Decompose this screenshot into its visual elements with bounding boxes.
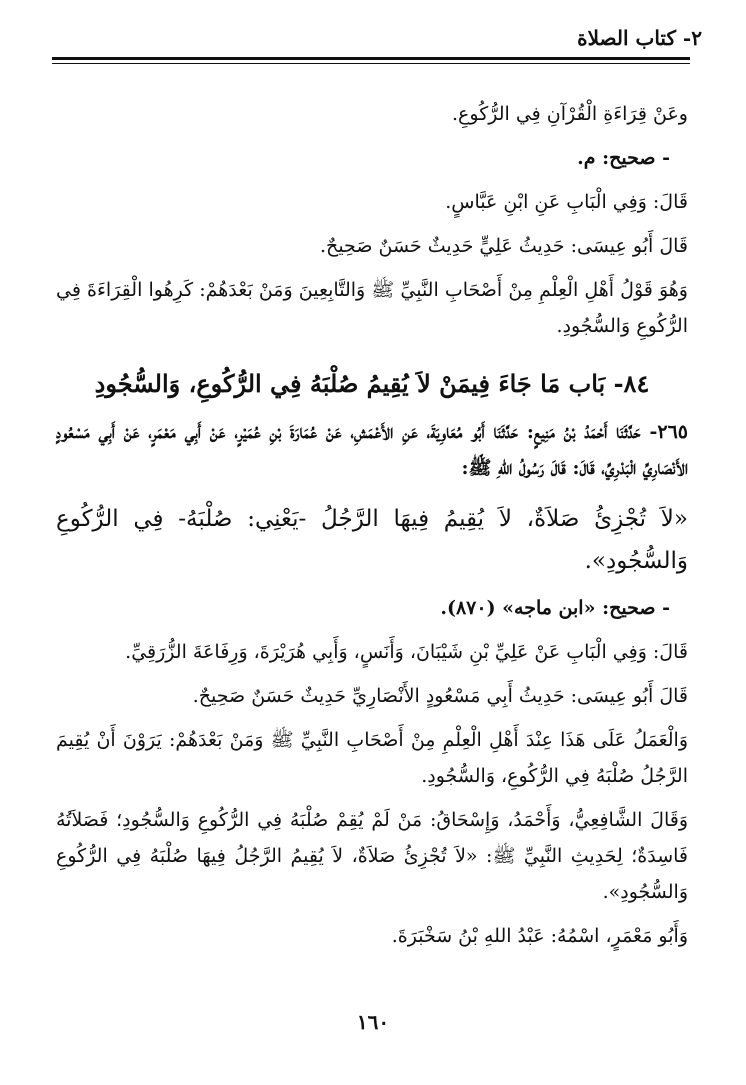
paragraph-chapter-reference: قَالَ: وَفِي الْبَابِ عَنِ ابْنِ عَبَّاسٍ.	[445, 191, 688, 213]
paragraph-reading-in-ruku: وعَنْ قِرَاءَةِ الْقُرْآنِ فِي الرُّكُوعِ.	[452, 103, 688, 125]
hadith-matn: «لاَ تُجْزِئُ صَلاَةٌ، لاَ يُقِيمُ فِيهَا الرَّجُلُ -يَعْنِي: صُلْبَهُ- فِي الرُّكُوعِ وَالسُّجُودِ».	[56, 506, 688, 574]
grading-note-ibn-majah: - صحيح: «ابن ماجه» (٨٧٠).	[440, 597, 670, 619]
running-header-title: ٢- كتاب الصلاة	[577, 26, 702, 50]
header-rule	[52, 57, 690, 60]
header-rule-thin	[52, 63, 690, 64]
page-number: ١٦٠	[356, 1010, 390, 1034]
paragraph-scholars-practice: وَالْعَمَلُ عَلَى هَذَا عِنْدَ أَهْلِ الْعِلْمِ مِنْ أَصْحَابِ النَّبِيِّ ﷺ وَمَنْ بَعْدَهُمْ: يَرَوْنَ أَنْ يُقِيمَ الرَّجُلُ صُلْبَهُ فِي الرُّكُوعِ، وَالسُّجُودِ.	[56, 729, 688, 787]
paragraph-chapter-reference-2: قَالَ: وَفِي الْبَابِ عَنْ عَلِيِّ بْنِ شَيْبَانَ، وَأَنَسٍ، وَأَبِي هُرَيْرَةَ، وَرِفَاعَةَ الزُّرَقِيِّ.	[125, 641, 688, 663]
chapter-heading: ٨٤- بَاب مَا جَاءَ فِيمَنْ لاَ يُقِيمُ صُلْبَهُ فِي الرُّكُوعِ، وَالسُّجُودِ	[94, 369, 650, 398]
paragraph-narrator-name: وَأَبُو مَعْمَرٍ، اسْمُهُ: عَبْدُ اللهِ بْنُ سَخْبَرَةَ.	[391, 925, 688, 947]
paragraph-jurists-opinion: وَقَالَ الشَّافِعِيُّ، وَأَحْمَدُ، وَإِسْحَاقُ: مَنْ لَمْ يُقِمْ صُلْبَهُ فِي الرُّكُوعِ وَالسُّجُودِ؛ فَصَلاَتُهُ فَاسِدَةٌ؛ لِحَدِيثِ النَّبِيِّ ﷺ: «لاَ تُجْزِئُ صَلاَةٌ، لاَ يُقِيمُ الرَّجُلُ فِيهَا صُلْبَهُ فِي الرُّكُوعِ وَالسُّجُودِ».	[56, 809, 688, 903]
paragraph-abu-isa-ruling-2: قَالَ أَبُو عِيسَى: حَدِيثُ أَبِي مَسْعُودٍ الأَنْصَارِيِّ حَدِيثٌ حَسَنٌ صَحِيحٌ.	[192, 685, 688, 707]
page-body	[56, 96, 688, 962]
paragraph-abu-isa-ruling: قَالَ أَبُو عِيسَى: حَدِيثُ عَلِيٍّ حَدِيثٌ حَسَنٌ صَحِيحٌ.	[320, 235, 688, 257]
grading-note: - صحيح: م.	[577, 147, 670, 169]
hadith-isnad: ٢٦٥- حَدَّثَنَا أَحْمَدُ بْنُ مَنِيعٍ: حَدَّثَنَا أَبُو مُعَاوِيَةَ، عَنِ الأَعْمَشِ، عَنْ عُمَارَةَ بْنِ عُمَيْرٍ، عَنْ أَبِي مَعْمَرٍ، عَنْ أَبِي مَسْعُودٍ الأَنْصَارِيِّ الْبَدْرِيِّ، قَالَ: قَالَ رَسُولُ اللهِ ﷺ:	[56, 421, 688, 479]
paragraph-scholars-opinion: وَهُوَ قَوْلُ أَهْلِ الْعِلْمِ مِنْ أَصْحَابِ النَّبِيِّ ﷺ وَالتَّابِعِينَ وَمَنْ بَعْدَهُمْ: كَرِهُوا الْقِرَاءَةَ فِي الرُّكُوعِ وَالسُّجُودِ.	[56, 279, 688, 337]
